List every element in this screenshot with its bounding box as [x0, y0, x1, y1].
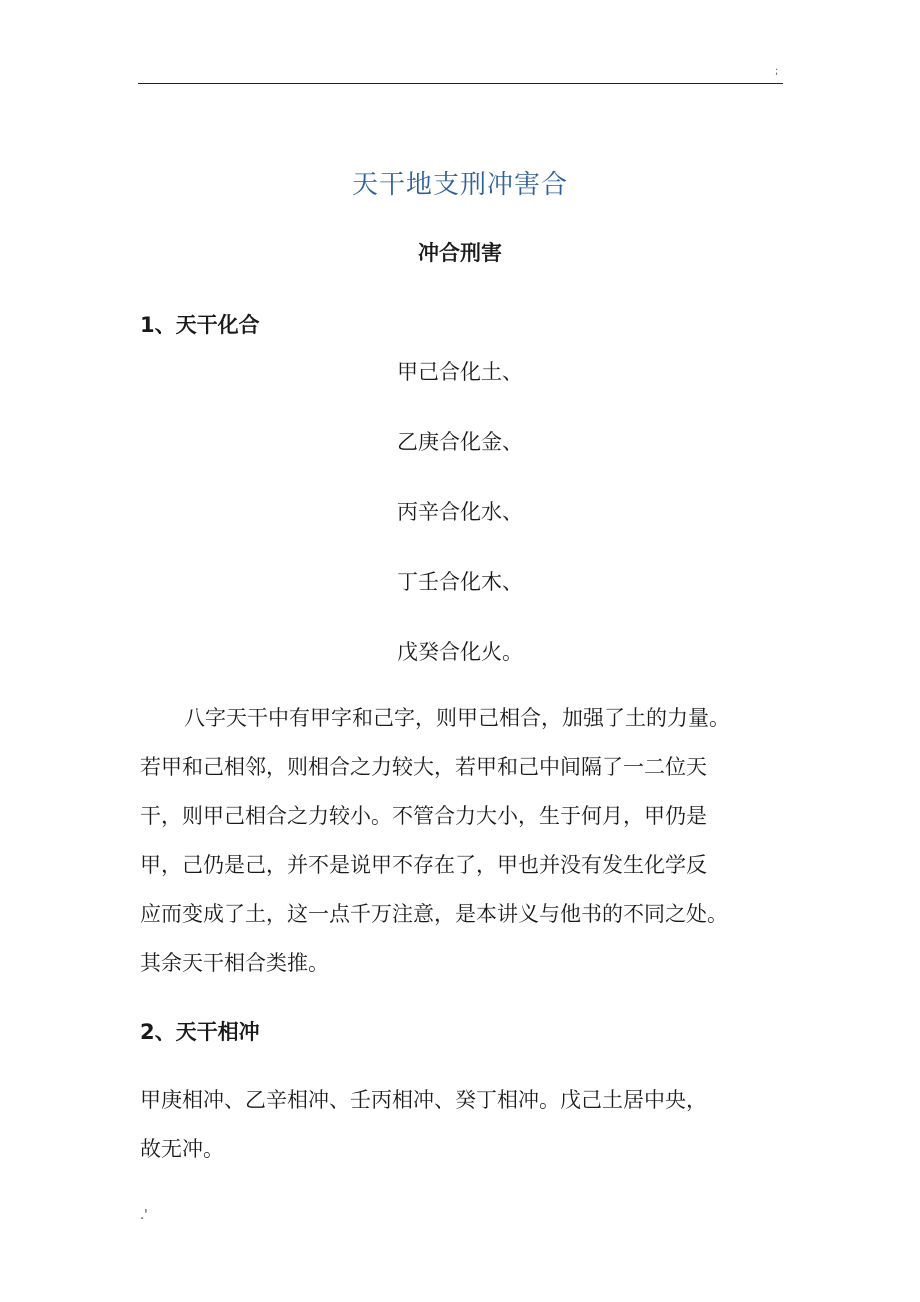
document-title: 天干地支刑冲害合: [351, 170, 568, 200]
paragraph-line: 甲庚相冲、乙辛相冲、壬丙相冲、癸丁相冲。戊己土居中央，: [140, 1088, 707, 1112]
combination-rule: 乙庚合化金、: [397, 430, 523, 454]
paragraph-line: 甲，己仍是己，并不是说甲不存在了，甲也并没有发生化学反: [140, 853, 707, 877]
combination-rule: 甲己合化土、: [397, 360, 523, 384]
clash-paragraph: [140, 1076, 785, 1174]
footer-mark: .': [140, 1208, 148, 1223]
header-rule: [138, 83, 783, 84]
paragraph-line: 其余天干相合类推。: [140, 951, 329, 975]
section-heading-heavenly-clash: 2、天干相冲: [140, 1020, 260, 1044]
combination-explanation-paragraph: [140, 694, 785, 988]
paragraph-line: 故无冲。: [140, 1137, 224, 1161]
paragraph-line: 应而变成了土，这一点千万注意，是本讲义与他书的不同之处。: [140, 902, 728, 926]
paragraph-line: 干，则甲己相合之力较小。不管合力大小，生于何月，甲仍是: [140, 804, 707, 828]
combination-rule: 戊癸合化火。: [397, 640, 523, 664]
paragraph-line: 若甲和己相邻，则相合之力较大，若甲和己中间隔了一二位天: [140, 755, 707, 779]
header-mark: ;: [775, 66, 779, 77]
document-subtitle: 冲合刑害: [418, 241, 502, 265]
combination-rule: 丁壬合化木、: [397, 570, 523, 594]
combination-rule: 丙辛合化水、: [397, 500, 523, 524]
paragraph-line: 八字天干中有甲字和己字，则甲己相合，加强了土的力量。: [184, 706, 730, 730]
section-heading-heavenly-combination: 1、天干化合: [140, 313, 260, 337]
